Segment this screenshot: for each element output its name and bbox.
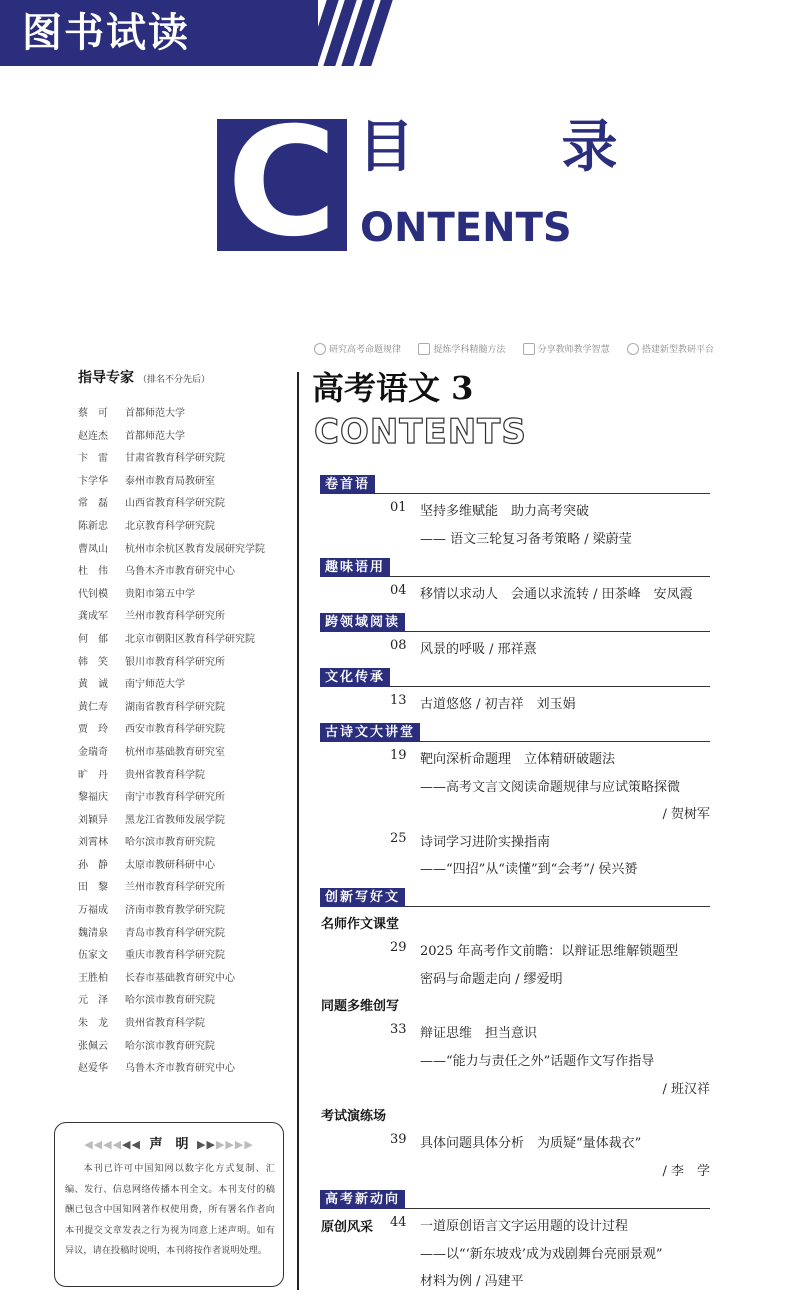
expert-row <box>78 675 288 698</box>
expert-org: 北京教育科学研究院 <box>125 520 215 532</box>
expert-org: 贵州省教育科学院 <box>125 1018 205 1030</box>
expert-name: 龚成军 <box>78 611 108 623</box>
expert-org: 济南市教育教学研究院 <box>125 905 225 917</box>
banner-stripes <box>0 0 400 66</box>
experts-list <box>78 404 288 1082</box>
expert-name: 元 泽 <box>78 995 108 1007</box>
expert-row <box>78 811 288 834</box>
section-header: 卷首语 <box>320 473 710 494</box>
expert-org: 太原市教研科研中心 <box>125 859 215 871</box>
expert-row <box>78 698 288 721</box>
expert-org: 乌鲁木齐市教育研究中心 <box>125 1063 235 1075</box>
expert-row <box>78 1059 288 1082</box>
expert-row <box>78 540 288 563</box>
expert-row <box>78 607 288 630</box>
magazine-title: 高考语文 3 <box>312 369 474 407</box>
section-header: 跨领域阅读 <box>320 611 710 632</box>
guide-experts-title <box>78 367 210 387</box>
section-header: 趣味语用 <box>320 556 710 577</box>
slogan-item: 分享教师教学智慧 <box>523 342 610 355</box>
expert-name: 刘霄林 <box>78 837 108 849</box>
contents-logo-letter: C <box>226 96 338 270</box>
expert-row <box>78 585 288 608</box>
expert-name: 韩 笑 <box>78 656 108 668</box>
expert-name: 常 磊 <box>78 498 108 510</box>
expert-row <box>78 562 288 585</box>
expert-org: 南宁市教育科学研究所 <box>125 792 225 804</box>
expert-row <box>78 766 288 789</box>
subsection-title: 名师作文课堂 <box>321 917 400 932</box>
expert-name: 代钊模 <box>78 588 108 600</box>
expert-org: 贵阳市第五中学 <box>125 588 195 600</box>
expert-name: 伍家文 <box>78 950 108 962</box>
expert-name: 金瑞奇 <box>78 746 108 758</box>
expert-org: 长春市基础教育研究中心 <box>125 972 235 984</box>
section-header: 古诗文大讲堂 <box>320 721 710 742</box>
expert-org: 湖南省教育科学研究院 <box>125 701 225 713</box>
expert-name: 王胜柏 <box>78 972 108 984</box>
expert-name: 黄 诚 <box>78 679 108 691</box>
statement-box <box>54 1122 284 1287</box>
expert-row <box>78 833 288 856</box>
expert-row <box>78 427 288 450</box>
expert-name: 张佩云 <box>78 1040 108 1052</box>
slogan-item: 研究高考命题规律 <box>314 342 401 355</box>
slogan-bar <box>314 342 714 355</box>
expert-org: 南宁师范大学 <box>125 679 185 691</box>
expert-row <box>78 404 288 427</box>
guide-note: （排名不分先后） <box>138 375 211 385</box>
expert-name: 刘颖异 <box>78 814 108 826</box>
expert-org: 贵州省教育科学院 <box>125 769 205 781</box>
slogan-item: 搭建新型教研平台 <box>627 342 714 355</box>
expert-name: 魏清泉 <box>78 927 108 939</box>
expert-name: 赵爱华 <box>78 1063 108 1075</box>
expert-org: 北京市朝阳区教育科学研究院 <box>125 633 255 645</box>
expert-row <box>78 494 288 517</box>
expert-org: 杭州市基础教育研究室 <box>125 746 225 758</box>
expert-org: 银川市教育科学研究所 <box>125 656 225 668</box>
expert-row <box>78 743 288 766</box>
expert-row <box>78 472 288 495</box>
banner-title: 图书试读 <box>22 10 190 56</box>
expert-row <box>78 856 288 879</box>
expert-row <box>78 991 288 1014</box>
expert-name: 田 黎 <box>78 882 108 894</box>
expert-row <box>78 630 288 653</box>
expert-row <box>78 1037 288 1060</box>
expert-org: 哈尔滨市教育研究院 <box>125 995 215 1007</box>
expert-org: 哈尔滨市教育研究院 <box>125 1040 215 1052</box>
arrow-right-icon: ▶▶ <box>197 1138 216 1151</box>
expert-name: 黎福庆 <box>78 792 108 804</box>
expert-name: 黄仁寿 <box>78 701 108 713</box>
expert-row <box>78 969 288 992</box>
section-header: 创新写好文 <box>320 886 710 907</box>
section-header: 高考新动向 <box>320 1188 710 1209</box>
document-icon <box>523 343 535 355</box>
statement-header <box>55 1133 283 1152</box>
expert-row <box>78 449 288 472</box>
section-header: 文化传承 <box>320 666 710 687</box>
expert-org: 西安市教育科学研究院 <box>125 724 225 736</box>
arrow-left-icon: ◀◀◀◀ <box>84 1138 123 1151</box>
pen-icon <box>418 343 430 355</box>
expert-name: 贾 玲 <box>78 724 108 736</box>
expert-row <box>78 946 288 969</box>
expert-org: 泰州市教育局教研室 <box>125 475 215 487</box>
expert-row <box>78 653 288 676</box>
subsection-title: 考试演练场 <box>321 1109 387 1124</box>
subsection-title: 同题多维创写 <box>321 999 400 1014</box>
expert-name: 卞 雷 <box>78 453 108 465</box>
expert-name: 曹凤山 <box>78 543 108 555</box>
expert-name: 孙 静 <box>78 859 108 871</box>
arrow-left-icon: ◀◀ <box>122 1138 141 1151</box>
expert-row <box>78 924 288 947</box>
column-divider <box>297 372 299 1290</box>
expert-org: 首都师范大学 <box>125 408 185 419</box>
expert-org: 山西省教育科学研究院 <box>125 498 225 510</box>
expert-org: 兰州市教育科学研究所 <box>125 882 225 894</box>
expert-name: 赵连杰 <box>78 430 108 442</box>
contents-word: ONTENTS <box>360 205 572 251</box>
statement-body: 本刊已许可中国知网以数字化方式复制、汇编、发行、信息网络传播本刊全文。本刊支付的稿酬已包含中国知网著作权使用费，所有署名作者向本刊提交文章发表之行为视为同意上述声明。如有异议，请在投稿时说明，本刊将按作者说明处理。 <box>65 1163 275 1256</box>
gear-icon <box>627 343 639 355</box>
expert-row <box>78 517 288 540</box>
expert-org: 黑龙江省教师发展学院 <box>125 814 225 826</box>
expert-name: 陈新忠 <box>78 520 108 532</box>
guide-title-text: 指导专家 <box>78 370 134 386</box>
expert-org: 哈尔滨市教育研究院 <box>125 837 215 849</box>
expert-name: 何 郁 <box>78 633 108 645</box>
expert-row <box>78 901 288 924</box>
expert-name: 旷 丹 <box>78 769 108 781</box>
expert-name: 朱 龙 <box>78 1018 108 1030</box>
expert-row <box>78 788 288 811</box>
expert-row <box>78 1014 288 1037</box>
statement-title: 声 明 <box>149 1137 189 1152</box>
expert-org: 杭州市余杭区教育发展研究学院 <box>125 543 265 555</box>
subsection-title: 原创风采 <box>321 1220 374 1235</box>
slogan-item: 提炼学科精髓方法 <box>418 342 505 355</box>
magazine-subtitle: CONTENTS <box>314 412 527 452</box>
expert-row <box>78 720 288 743</box>
expert-org: 甘肃省教育科学研究院 <box>125 453 225 465</box>
mulu-heading: 目 录 <box>358 115 682 180</box>
expert-name: 蔡 可 <box>78 408 108 419</box>
expert-org: 兰州市教育科学研究所 <box>125 611 225 623</box>
expert-org: 重庆市教育科学研究院 <box>125 950 225 962</box>
expert-name: 杜 伟 <box>78 566 108 578</box>
expert-row <box>78 878 288 901</box>
expert-name: 万福成 <box>78 905 108 917</box>
search-icon <box>314 343 326 355</box>
expert-org: 首都师范大学 <box>125 430 185 442</box>
expert-org: 青岛市教育科学研究院 <box>125 927 225 939</box>
arrow-right-icon: ▶▶▶▶ <box>215 1138 254 1151</box>
expert-org: 乌鲁木齐市教育研究中心 <box>125 566 235 578</box>
expert-name: 卞学华 <box>78 475 108 487</box>
